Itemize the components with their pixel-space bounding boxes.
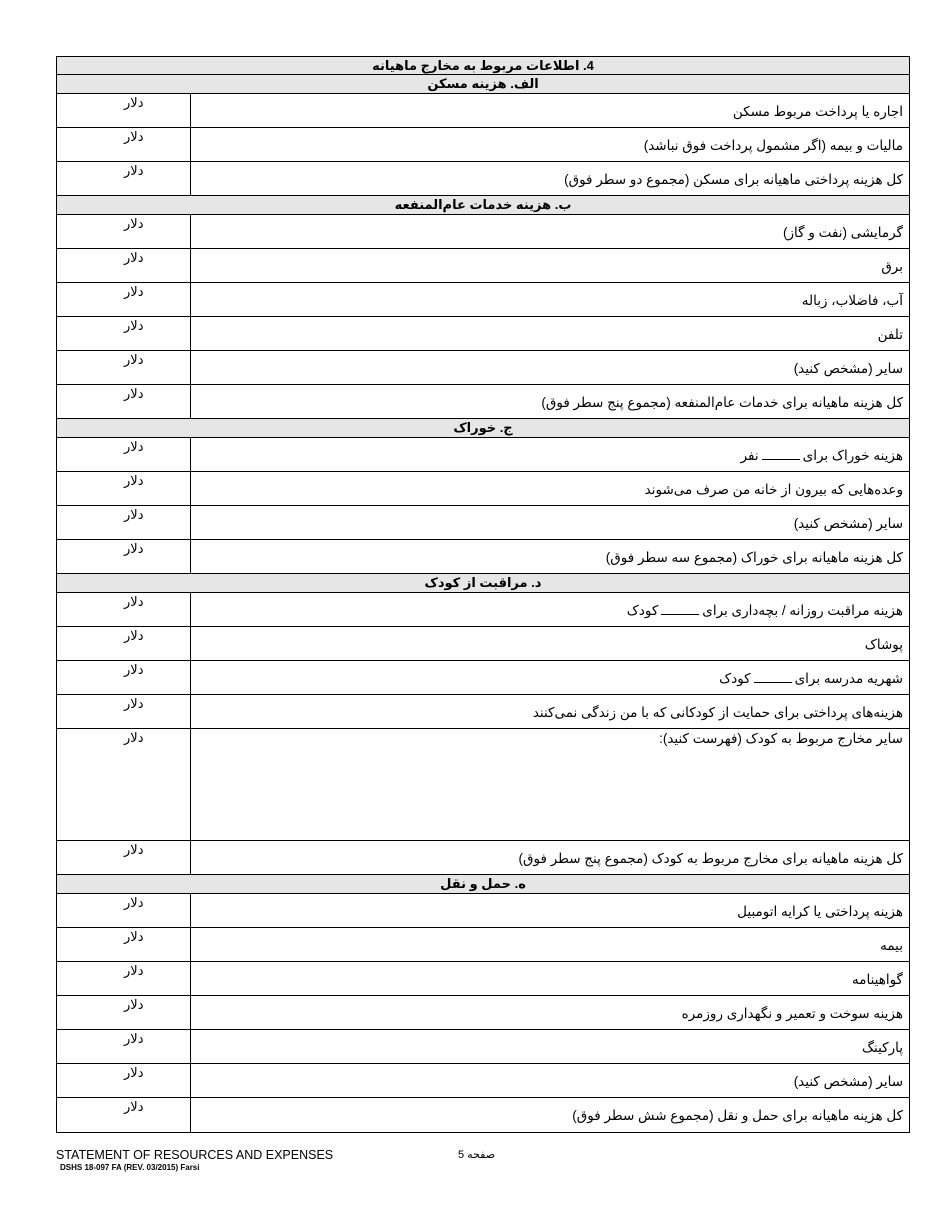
amount-field[interactable]	[57, 1030, 191, 1063]
expense-row	[57, 695, 909, 729]
expense-row	[57, 506, 909, 540]
expense-label-unit: کودک	[719, 671, 751, 686]
currency-label: دلار	[124, 1099, 144, 1114]
expense-label: هزینه‌های پرداختی برای حمایت از کودکانی که با من زندگی نمی‌کنند	[532, 705, 903, 720]
amount-field[interactable]	[57, 661, 191, 694]
currency-label: دلار	[124, 284, 144, 299]
expense-label: بیمه	[880, 938, 903, 953]
expense-label: کل هزینه ماهیانه برای حمل و نقل (مجموع شش سطر فوق)	[572, 1108, 903, 1123]
expense-label-unit: نفر	[740, 448, 759, 463]
count-blank-field[interactable]	[762, 449, 800, 460]
amount-field[interactable]	[57, 1098, 191, 1132]
expense-label: وعده‌هایی که بیرون از خانه من صرف می‌شوند	[644, 482, 903, 497]
expense-row	[57, 385, 909, 419]
expense-label: سایر (مشخص کنید)	[793, 1074, 903, 1089]
section-header: الف. هزینه مسکن	[57, 75, 909, 94]
expense-label: گواهینامه	[851, 972, 903, 987]
expense-label: هزینه پرداختی یا کرایه اتومبیل	[737, 904, 903, 919]
count-blank-field[interactable]	[754, 672, 792, 683]
expense-label: گرمایشی (نفت و گاز)	[783, 225, 903, 240]
expense-label: پوشاک	[864, 637, 903, 652]
currency-label: دلار	[124, 216, 144, 231]
expense-row	[57, 94, 909, 128]
expense-label: پارکینگ	[861, 1040, 903, 1055]
expense-row	[57, 1098, 909, 1132]
section-header: ب. هزینه خدمات عام‌المنفعه	[57, 196, 909, 215]
expense-label-text: شهریه مدرسه برای	[794, 671, 903, 686]
expense-label-text: هزینه خوراک برای	[802, 448, 903, 463]
amount-field[interactable]	[57, 1064, 191, 1097]
currency-label: دلار	[124, 129, 144, 144]
expense-label: هزینه سوخت و تعمیر و نگهداری روزمره	[681, 1006, 903, 1021]
currency-label: دلار	[124, 662, 144, 677]
currency-label: دلار	[124, 352, 144, 367]
currency-label: دلار	[124, 541, 144, 556]
amount-field[interactable]	[57, 928, 191, 961]
expense-label: کل هزینه ماهیانه برای خدمات عام‌المنفعه (مجموع پنج سطر فوق)	[541, 395, 903, 410]
expense-row	[57, 351, 909, 385]
expense-label	[191, 438, 909, 471]
expense-label: کل هزینه پرداختی ماهیانه برای مسکن (مجموع دو سطر فوق)	[564, 172, 903, 187]
footer-form-title: STATEMENT OF RESOURCES AND EXPENSES	[56, 1148, 334, 1162]
amount-field[interactable]	[57, 729, 191, 840]
expense-row	[57, 472, 909, 506]
expense-row	[57, 996, 909, 1030]
expense-row	[57, 729, 909, 841]
currency-label: دلار	[124, 929, 144, 944]
currency-label: دلار	[124, 1065, 144, 1080]
amount-field[interactable]	[57, 249, 191, 282]
amount-field[interactable]	[57, 215, 191, 248]
count-blank-field[interactable]	[661, 604, 699, 615]
currency-label: دلار	[124, 594, 144, 609]
expense-row	[57, 841, 909, 875]
expense-row	[57, 1030, 909, 1064]
currency-label: دلار	[124, 318, 144, 333]
amount-field[interactable]	[57, 385, 191, 418]
amount-field[interactable]	[57, 540, 191, 573]
expense-row	[57, 215, 909, 249]
amount-field[interactable]	[57, 283, 191, 316]
expense-row	[57, 317, 909, 351]
amount-field[interactable]	[57, 506, 191, 539]
amount-field[interactable]	[57, 317, 191, 350]
expense-row	[57, 962, 909, 996]
expense-row	[57, 627, 909, 661]
expense-row	[57, 283, 909, 317]
amount-field[interactable]	[57, 162, 191, 195]
amount-field[interactable]	[57, 128, 191, 161]
amount-field[interactable]	[57, 841, 191, 874]
currency-label: دلار	[124, 730, 144, 745]
expense-row	[57, 128, 909, 162]
expense-row	[57, 162, 909, 196]
currency-label: دلار	[124, 163, 144, 178]
currency-label: دلار	[124, 386, 144, 401]
expense-label: مالیات و بیمه (اگر مشمول پرداخت فوق نباشد)	[643, 138, 903, 153]
section-header: ج. خوراک	[57, 419, 909, 438]
amount-field[interactable]	[57, 94, 191, 127]
currency-label: دلار	[124, 473, 144, 488]
currency-label: دلار	[124, 95, 144, 110]
amount-field[interactable]	[57, 996, 191, 1029]
expense-label	[191, 661, 909, 694]
currency-label: دلار	[124, 250, 144, 265]
expense-row	[57, 540, 909, 574]
expense-row	[57, 928, 909, 962]
expense-row	[57, 661, 909, 695]
amount-field[interactable]	[57, 351, 191, 384]
expense-label: تلفن	[877, 327, 903, 342]
amount-field[interactable]	[57, 695, 191, 728]
currency-label: دلار	[124, 842, 144, 857]
expense-label: آب، فاضلاب، زباله	[801, 293, 903, 308]
currency-label: دلار	[124, 963, 144, 978]
section-4-title: 4. اطلاعات مربوط به مخارج ماهیانه	[57, 57, 909, 75]
amount-field[interactable]	[57, 438, 191, 471]
expense-label: سایر مخارج مربوط به کودک (فهرست کنید):	[659, 731, 903, 746]
footer-form-code: DSHS 18-097 FA (REV. 03/2015) Farsi	[60, 1163, 200, 1172]
currency-label: دلار	[124, 696, 144, 711]
expense-row	[57, 593, 909, 627]
currency-label: دلار	[124, 439, 144, 454]
amount-field[interactable]	[57, 627, 191, 660]
expense-row	[57, 1064, 909, 1098]
currency-label: دلار	[124, 628, 144, 643]
expense-label-text: هزینه مراقبت روزانه / بچه‌داری برای	[702, 603, 903, 618]
section-header: ه. حمل و نقل	[57, 875, 909, 894]
currency-label: دلار	[124, 507, 144, 522]
currency-label: دلار	[124, 1031, 144, 1046]
expense-label: اجاره یا پرداخت مربوط مسکن	[732, 104, 903, 119]
expense-label: سایر (مشخص کنید)	[793, 361, 903, 376]
expense-label: کل هزینه ماهیانه برای مخارج مربوط به کودک (مجموع پنج سطر فوق)	[518, 851, 903, 866]
expense-row	[57, 249, 909, 283]
expense-label: برق	[881, 259, 903, 274]
section-header: د. مراقبت از کودک	[57, 574, 909, 593]
footer-page-number: صفحه 5	[458, 1149, 496, 1161]
monthly-expenses-table	[56, 56, 910, 1133]
expense-row	[57, 438, 909, 472]
expense-label: سایر (مشخص کنید)	[793, 516, 903, 531]
expense-label: کل هزینه ماهیانه برای خوراک (مجموع سه سطر فوق)	[605, 550, 903, 565]
amount-field[interactable]	[57, 472, 191, 505]
amount-field[interactable]	[57, 593, 191, 626]
currency-label: دلار	[124, 895, 144, 910]
amount-field[interactable]	[57, 894, 191, 927]
expense-row	[57, 894, 909, 928]
currency-label: دلار	[124, 997, 144, 1012]
expense-label	[191, 593, 909, 626]
expense-label-unit: کودک	[626, 603, 659, 618]
amount-field[interactable]	[57, 962, 191, 995]
